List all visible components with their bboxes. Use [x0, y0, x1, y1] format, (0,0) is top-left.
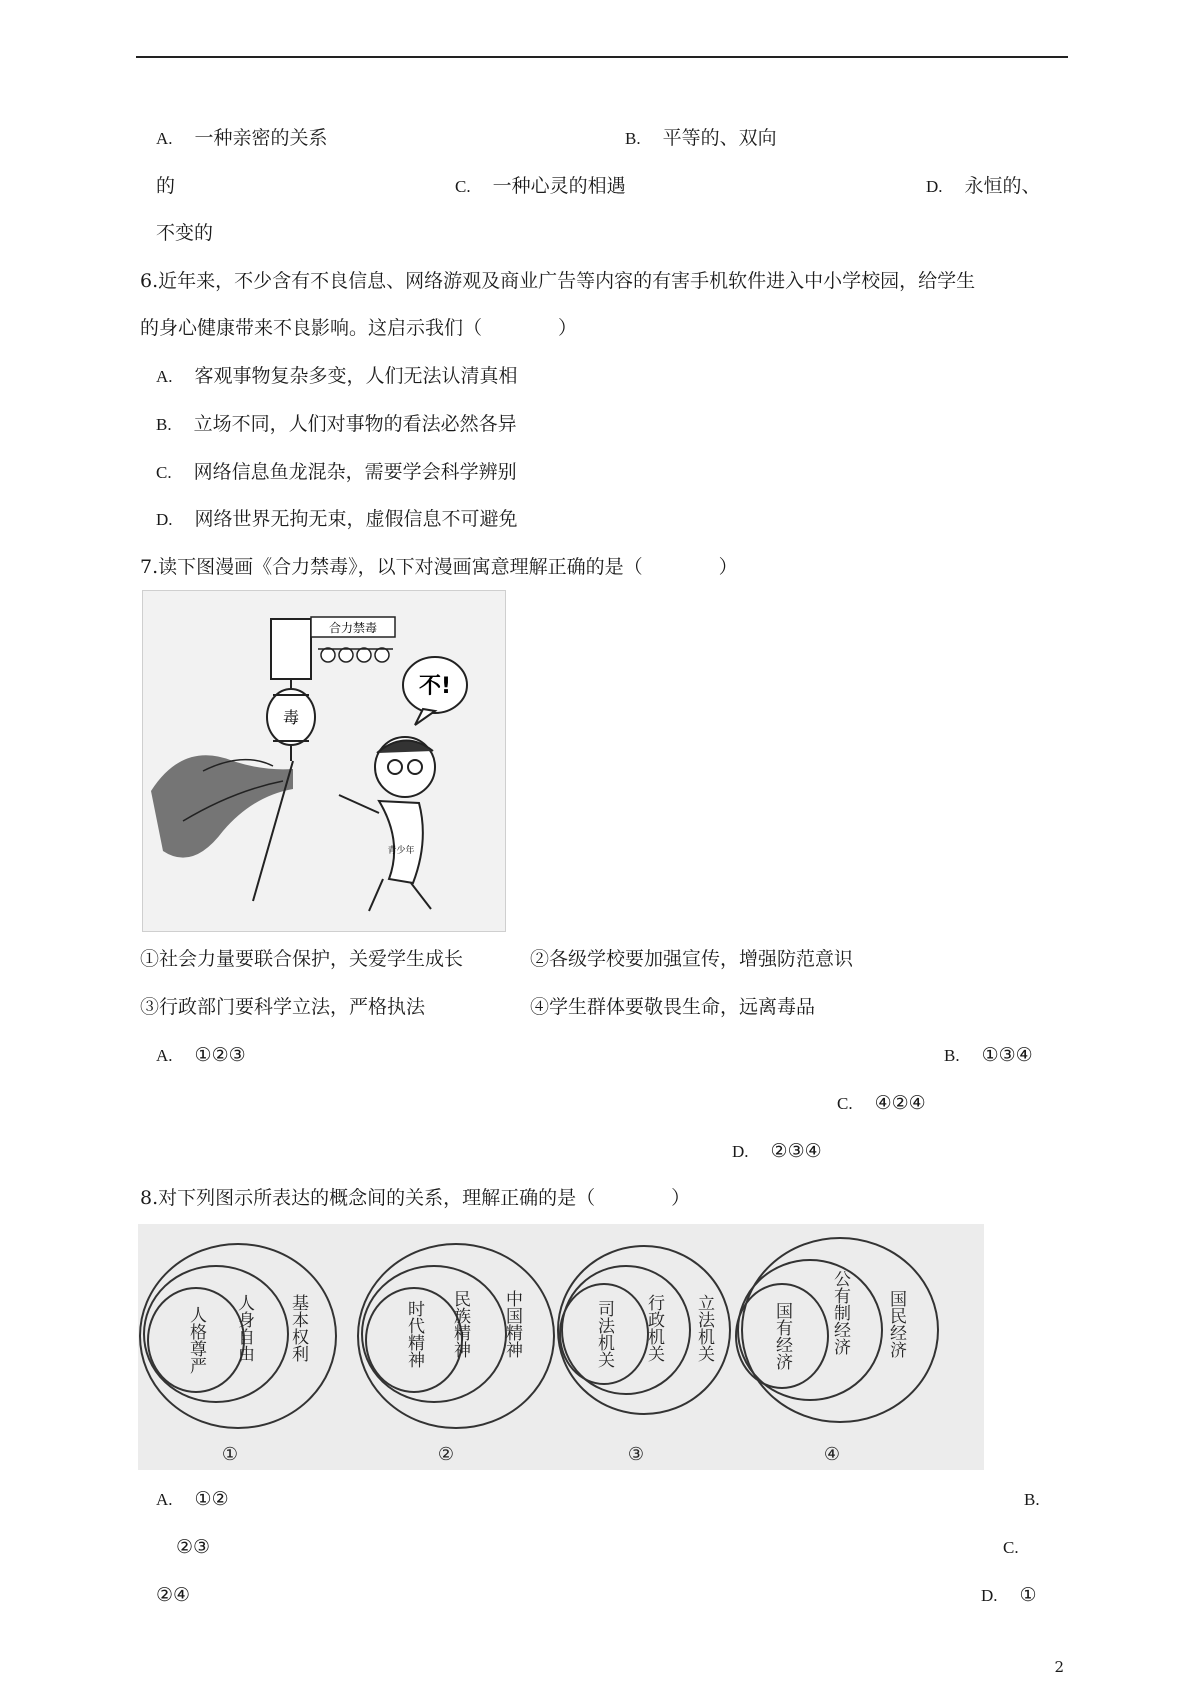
q6-option-d — [156, 507, 518, 532]
diagram-3-middle-circle — [562, 1266, 690, 1394]
q5-option-b-continued: 的 — [156, 175, 176, 197]
option-label: B. — [1024, 1490, 1040, 1509]
diagram-2-middle-label: 民族精神 — [450, 1290, 470, 1358]
q5-option-c — [455, 174, 626, 199]
header-rule — [136, 56, 1068, 58]
diagram-2-inner-label: 时代精神 — [404, 1300, 424, 1368]
q7-stem: 7.读下图漫画《合力禁毒》，以下对漫画寓意理解正确的是（ ） — [140, 556, 738, 578]
option-label: A. — [156, 367, 173, 386]
option-text: 平等的、双向 — [662, 127, 777, 149]
q7-option-b — [944, 1043, 1033, 1068]
diagram-3-inner-label: 司法机关 — [594, 1300, 614, 1368]
diagram-1-inner-label: 人格尊严 — [186, 1306, 206, 1374]
option-text: 永恒的、 — [964, 175, 1041, 197]
q7-statement-4: ④学生群体要敬畏生命，远离毒品 — [530, 996, 816, 1018]
option-text: 客观事物复杂多变，人们无法认清真相 — [194, 365, 518, 387]
comic-image — [142, 590, 506, 932]
q5-option-d — [926, 174, 1041, 199]
diagram-1-outer-label: 基本权利 — [288, 1294, 308, 1362]
option-text: ①②③ — [194, 1044, 246, 1066]
q8-option-c-text: ②④ — [156, 1584, 191, 1606]
option-label: A. — [156, 1490, 173, 1509]
q5-option-a — [156, 126, 328, 151]
q8-option-d — [981, 1583, 1037, 1608]
drug-hand-icon — [151, 755, 293, 901]
option-label: C. — [837, 1094, 853, 1113]
diagram-4-middle-label: 公有制经济 — [830, 1270, 850, 1355]
q7-option-c — [837, 1091, 926, 1116]
diagram-3-number: ③ — [627, 1444, 645, 1465]
q6-stem-line2: 的身心健康带来不良影响。这启示我们（ ） — [140, 317, 578, 339]
q6-stem-line1: 6.近年来，不少含有不良信息、网络游观及商业广告等内容的有害手机软件进入中小学校园，给学生 — [140, 270, 976, 292]
diagram-1-middle-label: 人身自由 — [234, 1294, 254, 1362]
scissor-hands-icon — [318, 648, 393, 662]
q7-option-d — [732, 1139, 822, 1164]
q7-statement-2: ②各级学校要加强宣传，增强防范意识 — [530, 948, 854, 970]
concept-circles-figure — [138, 1224, 984, 1470]
option-label: C. — [1003, 1538, 1019, 1557]
option-label: A. — [156, 129, 173, 148]
option-label: C. — [156, 463, 172, 482]
lantern-text: 毒 — [282, 708, 300, 727]
option-label: D. — [981, 1586, 998, 1605]
q6-option-c — [156, 460, 517, 485]
diagram-2-number: ② — [437, 1444, 455, 1465]
option-text: ②③④ — [770, 1140, 822, 1162]
option-text: 一种心灵的相遇 — [492, 175, 626, 197]
q8-stem: 8.对下列图示所表达的概念间的关系，理解正确的是（ ） — [140, 1187, 691, 1209]
diagram-3-outer-label: 立法机关 — [694, 1294, 714, 1362]
q5-option-d-continued: 不变的 — [156, 222, 214, 244]
page-number: 2 — [1054, 1658, 1064, 1676]
diagram-4-inner-label: 国有经济 — [772, 1302, 792, 1370]
option-text: ①② — [194, 1488, 229, 1510]
sign-board-shape — [271, 619, 311, 679]
option-text: ④②④ — [874, 1092, 926, 1114]
option-text: 网络信息鱼龙混杂，需要学会科学辨别 — [193, 461, 517, 483]
diagram-3-middle-label: 行政机关 — [644, 1294, 664, 1362]
speech-bubble-text: 不! — [418, 674, 452, 699]
option-text: 网络世界无拘无束，虚假信息不可避免 — [194, 508, 518, 530]
option-label: D. — [732, 1142, 749, 1161]
q5-option-b — [625, 126, 777, 151]
option-text: 立场不同，人们对事物的看法必然各异 — [193, 413, 517, 435]
diagram-4-middle-circle — [738, 1260, 882, 1400]
q7-option-a — [156, 1043, 246, 1068]
option-label: C. — [455, 177, 471, 196]
diagram-1-number: ① — [221, 1444, 239, 1465]
q8-option-c — [1003, 1535, 1041, 1560]
q8-option-b-text: ②③ — [176, 1536, 211, 1558]
option-label: B. — [944, 1046, 960, 1065]
q6-option-b — [156, 412, 517, 437]
banner-text: 合力禁毒 — [328, 621, 378, 635]
q8-option-a — [156, 1487, 229, 1512]
diagram-4-number: ④ — [823, 1444, 841, 1465]
q7-statement-3: ③行政部门要科学立法，严格执法 — [140, 996, 426, 1018]
diagram-4-outer-label: 国民经济 — [886, 1290, 906, 1358]
option-text: 一种亲密的关系 — [194, 127, 328, 149]
q6-option-a — [156, 364, 518, 389]
boy-figure-icon — [339, 737, 435, 911]
option-label: D. — [156, 510, 173, 529]
option-label: D. — [926, 177, 943, 196]
diagram-2-outer-label: 中国精神 — [502, 1290, 522, 1358]
option-label: B. — [156, 415, 172, 434]
q7-statement-1: ①社会力量要联合保护，关爱学生成长 — [140, 948, 464, 970]
option-label: B. — [625, 129, 641, 148]
option-text: ①③④ — [981, 1044, 1033, 1066]
option-text: ① — [1019, 1584, 1037, 1606]
option-label: A. — [156, 1046, 173, 1065]
q8-option-b — [1024, 1487, 1062, 1512]
shirt-text: 青少年 — [387, 846, 415, 856]
